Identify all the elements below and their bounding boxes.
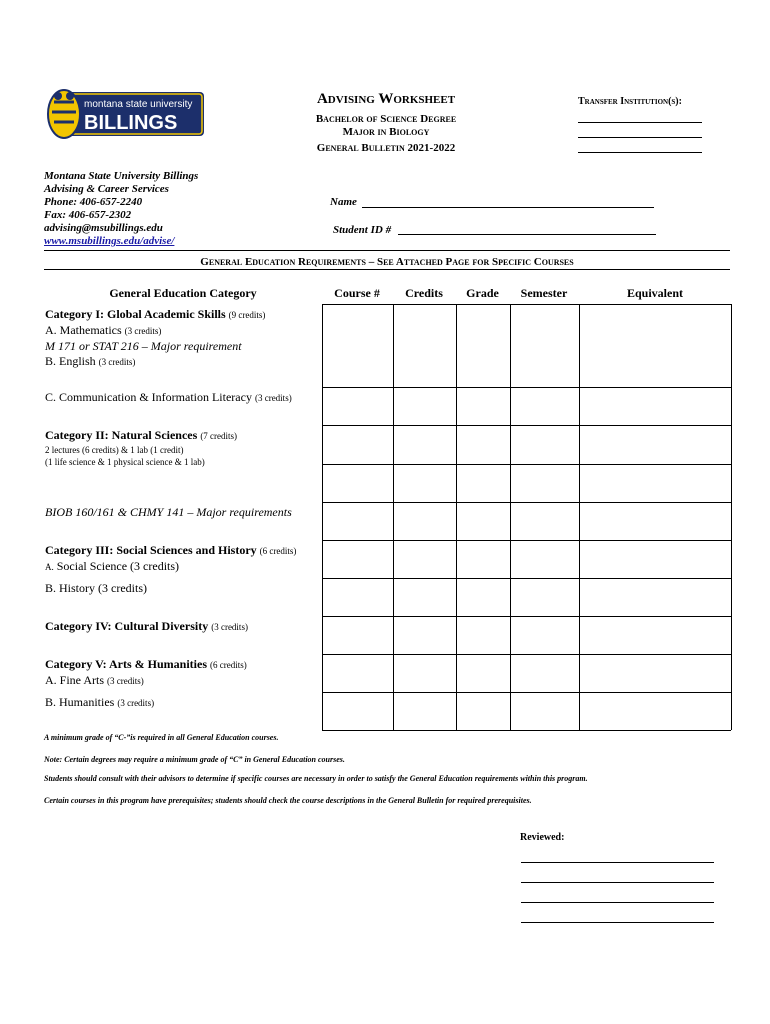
category-5-a-credits: (3 credits)	[107, 676, 144, 686]
category-1-a: A. Mathematics	[45, 323, 122, 337]
student-id-field[interactable]	[398, 234, 656, 235]
divider	[44, 269, 730, 270]
category-1-c	[45, 390, 292, 406]
section-heading: General Education Requirements – See Attached Page for Specific Courses	[200, 256, 574, 268]
contact-block	[44, 170, 198, 248]
category-4-credits: (3 credits)	[211, 622, 248, 632]
name-field[interactable]	[362, 207, 654, 208]
col-header-credits: Credits	[405, 286, 443, 300]
category-1-a-note: M 171 or STAT 216 – Major requirement	[45, 339, 242, 353]
transfer-institution-field-3[interactable]	[578, 152, 702, 153]
contact-fax: Fax: 406-657-2302	[44, 209, 132, 221]
category-3-credits: (6 credits)	[259, 546, 297, 556]
transfer-institution-field-2[interactable]	[578, 137, 702, 138]
col-header-category: General Education Category	[109, 286, 257, 300]
category-5-title: Category V: Arts & Humanities	[45, 657, 207, 671]
category-2-credits: (7 credits)	[200, 431, 238, 441]
category-2-note: BIOB 160/161 & CHMY 141 – Major requirements	[45, 505, 292, 519]
note-consult-advisor: Students should consult with their advisors to determine if specific courses are necessary in order to satisfy the General Education requirements within this program.	[44, 774, 588, 783]
category-1-b-credits: (3 credits)	[98, 357, 136, 367]
category-1-c-credits: (3 credits)	[254, 393, 292, 403]
contact-email[interactable]: advising@msubillings.edu	[44, 222, 163, 234]
category-5-b	[45, 695, 154, 711]
category-5	[45, 657, 247, 689]
category-3-a: Social Science (3 credits)	[56, 559, 180, 573]
category-3-title: Category III: Social Sciences and History	[45, 543, 257, 557]
category-5-a: A. Fine Arts	[45, 673, 105, 687]
category-4-title: Category IV: Cultural Diversity	[45, 619, 209, 633]
col-header-course: Course #	[334, 286, 380, 300]
category-3	[45, 543, 296, 575]
category-2-line1: 2 lectures (6 credits) & 1 lab (1 credit)	[45, 445, 184, 455]
category-5-b-label: B. Humanities	[45, 695, 115, 709]
category-5-b-credits: (3 credits)	[117, 698, 155, 708]
transfer-institution-label: Transfer Institution(s):	[578, 96, 682, 107]
note-degree-grade: Note: Certain degrees may require a minimum grade of “C” in General Education courses.	[44, 755, 345, 764]
contact-dept: Advising & Career Services	[44, 183, 169, 195]
col-header-equivalent: Equivalent	[626, 286, 683, 300]
contact-phone: Phone: 406-657-2240	[44, 196, 143, 208]
reviewed-field-4[interactable]	[521, 922, 714, 923]
bulletin-title: General Bulletin 2021-2022	[316, 142, 456, 154]
category-1-b: B. English	[45, 354, 96, 368]
reviewed-field-1[interactable]	[521, 862, 714, 863]
note-minimum-grade: A minimum grade of “C-”is required in all General Education courses.	[44, 733, 279, 742]
category-1-credits: (9 credits)	[228, 310, 266, 320]
reviewed-field-3[interactable]	[521, 902, 714, 903]
degree-title: Bachelor of Science Degree	[315, 113, 457, 125]
reviewed-label: Reviewed:	[520, 832, 565, 843]
category-4	[45, 619, 248, 635]
category-5-credits: (6 credits)	[210, 660, 247, 670]
col-header-semester: Semester	[520, 286, 568, 300]
divider	[44, 250, 730, 251]
student-id-label: Student ID #	[333, 224, 392, 236]
category-1	[45, 307, 265, 370]
category-2-line2: (1 life science & 1 physical science & 1 lab)	[45, 457, 205, 467]
contact-org: Montana State University Billings	[44, 170, 199, 182]
university-logo	[44, 82, 206, 142]
category-2-title: Category II: Natural Sciences	[45, 428, 198, 442]
major-title: Major in Biology	[342, 126, 430, 138]
category-1-a-credits: (3 credits)	[124, 326, 162, 336]
logo-line1: montana state university	[84, 99, 193, 110]
logo-line2: BILLINGS	[84, 112, 178, 134]
category-3-a-prefix: A.	[45, 562, 54, 572]
transfer-institution-field-1[interactable]	[578, 122, 702, 123]
worksheet-title: Advising Worksheet	[316, 91, 456, 107]
category-2	[45, 428, 237, 468]
reviewed-field-2[interactable]	[521, 882, 714, 883]
contact-website-link[interactable]: www.msubillings.edu/advise/	[44, 235, 175, 247]
category-1-title: Category I: Global Academic Skills	[45, 307, 226, 321]
name-label: Name	[330, 196, 357, 208]
category-3-b: B. History (3 credits)	[45, 581, 147, 595]
category-1-c-label: C. Communication & Information Literacy	[45, 390, 252, 404]
col-header-grade: Grade	[466, 286, 499, 300]
note-prerequisites: Certain courses in this program have prerequisites; students should check the course descriptions in the General Bulletin for required prerequisites.	[44, 796, 532, 805]
